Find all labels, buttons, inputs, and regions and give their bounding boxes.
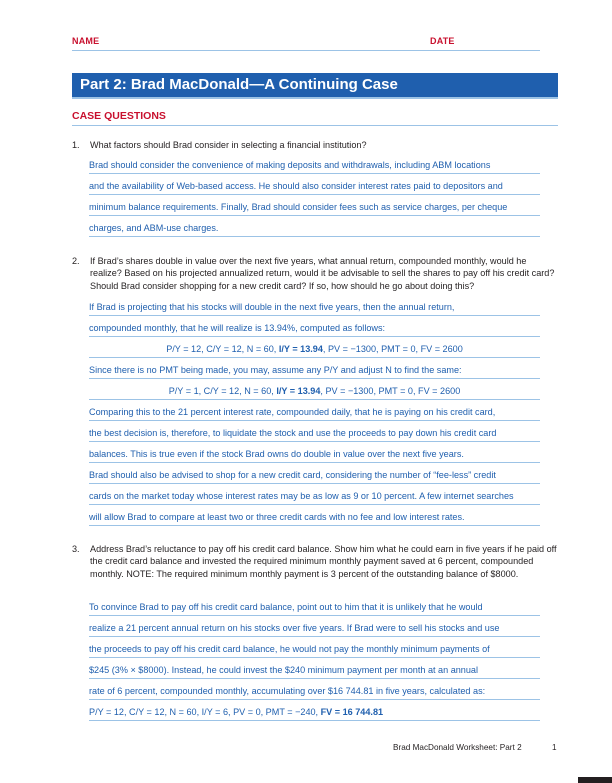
question-number: 2. xyxy=(72,256,80,266)
date-label: DATE xyxy=(430,36,455,46)
question-number: 1. xyxy=(72,140,80,150)
answer-line: minimum balance requirements. Finally, Brad should consider fees such as service charges, per cheque xyxy=(89,196,540,216)
calculation-line: P/Y = 12, C/Y = 12, N = 60, I/Y = 6, PV = 0, PMT = −240, FV = 16 744.81 xyxy=(89,701,540,721)
answer-line: To convince Brad to pay off his credit card balance, point out to him that it is unlikely that he would xyxy=(89,596,540,616)
answer-line: the best decision is, therefore, to liquidate the stock and use the proceeds to pay down his credit card xyxy=(89,422,540,442)
answer-line: Since there is no PMT being made, you may, assume any P/Y and adjust N to find the same: xyxy=(89,359,540,379)
answer-line: rate of 6 percent, compounded monthly, accumulating over $16 744.81 in five years, calculated as: xyxy=(89,680,540,700)
title-banner xyxy=(72,73,558,99)
answer-line: $245 (3% × $8000). Instead, he could invest the $240 minimum payment per month at an annual xyxy=(89,659,540,679)
name-label: NAME xyxy=(72,36,100,46)
answer-line: realize a 21 percent annual return on his stocks over five years. If Brad were to sell his stocks and use xyxy=(89,617,540,637)
answer-line: the proceeds to pay off his credit card balance, he would not pay the monthly minimum payments of xyxy=(89,638,540,658)
answer-line: compounded monthly, that he will realize is 13.94%, computed as follows: xyxy=(89,317,540,337)
page-title: Part 2: Brad MacDonald—A Continuing Case xyxy=(80,76,398,93)
question-text: What factors should Brad consider in selecting a financial institution? xyxy=(90,140,367,150)
corner-tab xyxy=(578,777,612,783)
question-text: If Brad’s shares double in value over the next five years, what annual return, compounded monthly, would he realize? Based on his projected annualized return, would it be advisable to sell the shares to pay off his credit card? Should Brad consider shopping for a new credit card? If so, how should he go about doing this? xyxy=(90,256,555,291)
answer-line: cards on the market today whose interest rates may be as low as 9 or 10 percent. A few internet searches xyxy=(89,485,540,505)
answer-line: Comparing this to the 21 percent interest rate, compounded daily, that he is paying on his credit card, xyxy=(89,401,540,421)
answer-line: will allow Brad to compare at least two or three credit cards with no fee and low interest rates. xyxy=(89,506,540,526)
answer-line: and the availability of Web-based access. He should also consider interest rates paid to depositors and xyxy=(89,175,540,195)
calculation-line: P/Y = 12, C/Y = 12, N = 60, I/Y = 13.94, PV = −1300, PMT = 0, FV = 2600 xyxy=(89,338,540,358)
page-number: 1 xyxy=(552,743,557,752)
answer-line: Brad should consider the convenience of making deposits and withdrawals, including ABM locations xyxy=(89,154,540,174)
header-row xyxy=(72,36,540,51)
question-number: 3. xyxy=(72,544,80,554)
question-text: Address Brad’s reluctance to pay off his credit card balance. Show him what he could earn in five years if he paid off the credit card balance and invested the required minimum monthly payment saved at 6 percent, compounded monthly. NOTE: The required minimum monthly payment is 3 percent of the outstanding balance of $8000. xyxy=(90,544,557,579)
question-1 xyxy=(72,139,558,151)
question-2 xyxy=(72,255,558,292)
answer-line: balances. This is true even if the stock Brad owns do double in value over the next five years. xyxy=(89,443,540,463)
calculation-line: P/Y = 1, C/Y = 12, N = 60, I/Y = 13.94, PV = −1300, PMT = 0, FV = 2600 xyxy=(89,380,540,400)
answer-line: charges, and ABM-use charges. xyxy=(89,217,540,237)
question-3 xyxy=(72,543,558,580)
footer-text: Brad MacDonald Worksheet: Part 2 xyxy=(393,743,522,752)
section-title: CASE QUESTIONS xyxy=(72,110,166,122)
answer-line: Brad should also be advised to shop for a new credit card, considering the number of “fee-less” credit xyxy=(89,464,540,484)
section-divider xyxy=(72,125,558,126)
answer-line: If Brad is projecting that his stocks will double in the next five years, then the annual return, xyxy=(89,296,540,316)
